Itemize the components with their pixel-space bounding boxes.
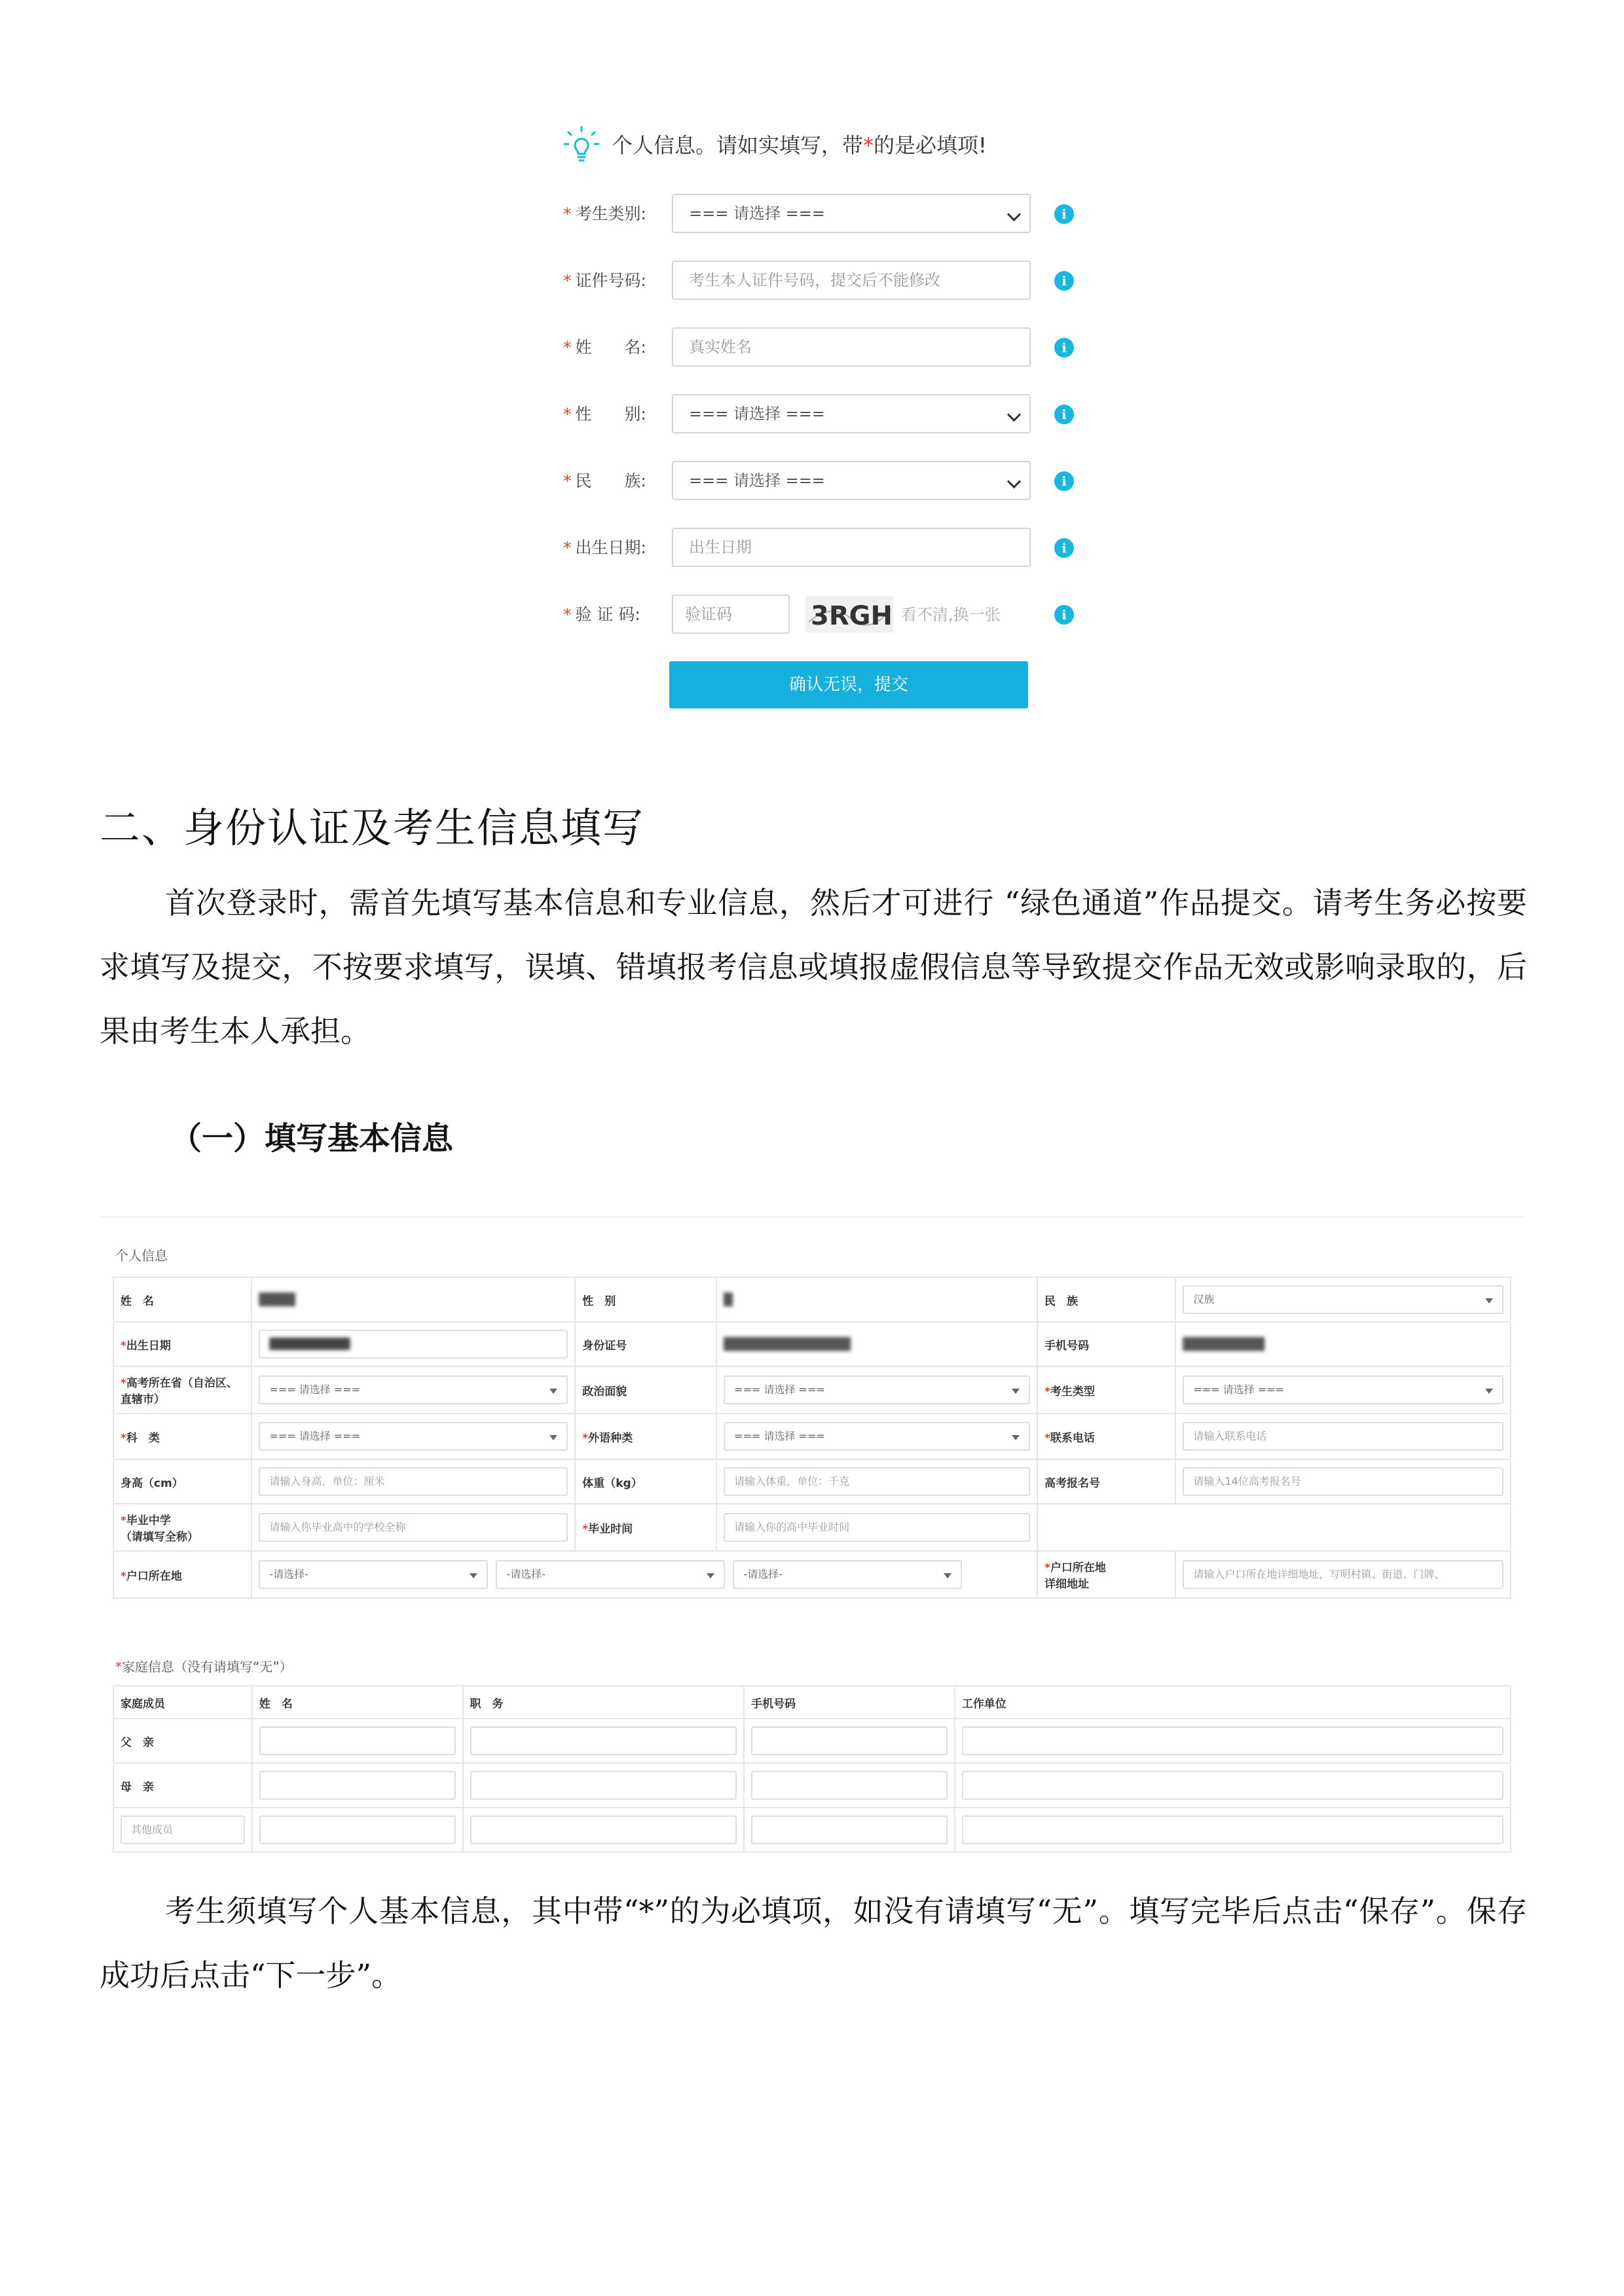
label-subject: *科 类 — [113, 1413, 251, 1459]
section-heading: 二、身份认证及考生信息填写 — [100, 804, 645, 852]
info-icon[interactable]: i — [1054, 605, 1074, 625]
caret-down-icon — [1485, 1298, 1493, 1303]
politics-select[interactable]: === 请选择 === — [724, 1376, 1030, 1404]
family-info-table — [113, 1685, 1511, 1853]
lightbulb-icon — [563, 126, 600, 162]
other-employer-input[interactable] — [962, 1815, 1504, 1844]
contact-phone-input[interactable]: 请输入联系电话 — [1183, 1422, 1504, 1451]
label-gender: 性 别 — [575, 1277, 716, 1322]
exam-number-input[interactable]: 请输入14位高考报名号 — [1183, 1467, 1504, 1496]
personal-info-panel — [100, 1216, 1524, 1853]
category-select[interactable]: === 请选择 === — [672, 194, 1031, 233]
field-label: * 验 证 码: — [563, 605, 640, 624]
captcha-image[interactable] — [805, 596, 893, 632]
caret-down-icon — [1012, 1435, 1020, 1440]
label-idcard: 身份证号 — [575, 1322, 716, 1366]
gender-select[interactable]: === 请选择 === — [672, 394, 1031, 433]
mother-position-input[interactable] — [470, 1771, 737, 1800]
caret-down-icon — [1012, 1389, 1020, 1394]
field-label: * 出生日期: — [563, 538, 646, 557]
height-input[interactable]: 请输入身高，单位：厘米 — [259, 1467, 568, 1496]
birthdate-field[interactable]: ██████████ — [259, 1330, 568, 1358]
father-name-input[interactable] — [259, 1726, 456, 1755]
family-header-member: 家庭成员 — [113, 1686, 252, 1719]
ethnicity-select[interactable]: === 请选择 === — [672, 461, 1031, 500]
captcha-refresh-link[interactable]: 看不清,换一张 — [901, 606, 1001, 624]
value-phone: █████████ — [1175, 1322, 1511, 1366]
field-label: * 民 族: — [563, 471, 646, 490]
language-select[interactable]: === 请选择 === — [724, 1422, 1030, 1451]
caret-down-icon — [707, 1573, 714, 1578]
info-icon[interactable]: i — [1054, 405, 1074, 424]
personal-info-table — [113, 1277, 1511, 1599]
mother-phone-input[interactable] — [751, 1771, 948, 1800]
value-gender: █ — [716, 1277, 1037, 1322]
mother-name-input[interactable] — [259, 1771, 456, 1800]
hukou-selects — [251, 1551, 1037, 1598]
family-member-label: 母 亲 — [113, 1763, 252, 1808]
family-row-father — [113, 1719, 1511, 1763]
caret-down-icon — [470, 1573, 477, 1578]
field-row-captcha — [550, 593, 1087, 636]
captcha-text: 3RGH — [811, 601, 893, 631]
field-row-birthdate — [550, 526, 1087, 570]
family-header-name: 姓 名 — [252, 1686, 463, 1719]
other-position-input[interactable] — [470, 1815, 737, 1844]
label-height: 身高（cm） — [113, 1459, 251, 1504]
info-icon[interactable]: i — [1054, 538, 1074, 558]
family-row-other — [113, 1808, 1511, 1852]
other-name-input[interactable] — [259, 1815, 456, 1844]
exam-province-select[interactable]: === 请选择 === — [259, 1376, 568, 1404]
info-icon[interactable]: i — [1054, 271, 1074, 291]
hukou-address-input[interactable]: 请输入户口所在地详细地址，写明村镇、街道、门牌、 — [1183, 1560, 1504, 1589]
field-label: * 证件号码: — [563, 271, 646, 290]
father-phone-input[interactable] — [751, 1726, 948, 1755]
father-employer-input[interactable] — [962, 1726, 1504, 1755]
paragraph-intro: 首次登录时，需首先填写基本信息和专业信息，然后才可进行 “绿色通道”作品提交。请考生务必按要求填写及提交，不按要求填写，误填、错填报考信息或填报虚假信息等导致提交作品无效或影响录取的，后果由考生本人承担。 — [100, 885, 1527, 1049]
submit-button[interactable]: 确认无误，提交 — [669, 661, 1028, 708]
field-row-category — [550, 192, 1087, 236]
father-position-input[interactable] — [470, 1726, 737, 1755]
field-row-id — [550, 259, 1087, 302]
subject-select[interactable]: === 请选择 === — [259, 1422, 568, 1451]
label-contact: *联系电话 — [1037, 1413, 1175, 1459]
subsection-heading: （一）填写基本信息 — [170, 1120, 454, 1157]
caret-down-icon — [549, 1435, 557, 1440]
label-ethnicity: 民 族 — [1037, 1277, 1175, 1322]
candidate-type-select[interactable]: === 请选择 === — [1183, 1376, 1504, 1404]
info-icon[interactable]: i — [1054, 338, 1074, 357]
personal-info-title: 个人信息 — [115, 1248, 168, 1264]
label-exam-province: *高考所在省（自治区、直辖市） — [113, 1366, 251, 1413]
field-row-gender — [550, 393, 1087, 436]
field-row-name — [550, 326, 1087, 369]
hukou-province-select[interactable]: -请选择- — [259, 1560, 488, 1589]
other-member-input[interactable]: 其他成员 — [120, 1815, 245, 1844]
form-tip — [563, 123, 987, 165]
caret-down-icon — [944, 1573, 951, 1578]
family-header-employer: 工作单位 — [955, 1686, 1511, 1719]
field-label: * 姓 名: — [563, 338, 646, 357]
field-label: * 性 别: — [563, 405, 646, 424]
info-icon[interactable]: i — [1054, 204, 1074, 224]
ethnicity-select[interactable]: 汉族 — [1183, 1285, 1504, 1314]
hukou-city-select[interactable]: -请选择- — [496, 1560, 725, 1589]
family-member-label: 父 亲 — [113, 1719, 252, 1763]
label-phone: 手机号码 — [1037, 1322, 1175, 1366]
empty-cell — [1037, 1504, 1511, 1551]
caret-down-icon — [1485, 1389, 1493, 1394]
caret-down-icon — [549, 1389, 557, 1394]
label-candidate-type: *考生类型 — [1037, 1366, 1175, 1413]
graduation-time-input[interactable]: 请输入你的高中毕业时间 — [724, 1513, 1030, 1542]
weight-input[interactable]: 请输入体重，单位：千克 — [724, 1467, 1030, 1496]
field-row-ethnicity — [550, 460, 1087, 503]
label-grad-time: *毕业时间 — [575, 1504, 716, 1551]
info-icon[interactable]: i — [1054, 471, 1074, 491]
label-politics: 政治面貌 — [575, 1366, 716, 1413]
family-header-phone: 手机号码 — [744, 1686, 955, 1719]
chevron-down-icon — [1007, 208, 1021, 221]
label-weight: 体重（kg） — [575, 1459, 716, 1504]
birthdate-input[interactable]: 出生日期 — [672, 528, 1031, 567]
label-birth: *出生日期 — [113, 1322, 251, 1366]
captcha-input[interactable]: 验证码 — [672, 594, 790, 634]
value-name: ████ — [251, 1277, 575, 1322]
form-tip-text: 个人信息。请如实填写，带*的是必填项! — [612, 133, 987, 158]
family-header-position: 职 务 — [463, 1686, 745, 1719]
family-info-title: *家庭信息（没有请填写“无”） — [115, 1659, 293, 1675]
chevron-down-icon — [1007, 408, 1021, 422]
label-school: *毕业中学 （请填写全称） — [113, 1504, 251, 1551]
hukou-district-select[interactable]: -请选择- — [733, 1560, 962, 1589]
value-idcard: ██████████████ — [716, 1322, 1037, 1366]
paragraph-instructions: 考生须填写个人基本信息，其中带“*”的为必填项，如没有请填写“无”。填写完毕后点击“保存”。保存成功后点击“下一步”。 — [100, 1893, 1527, 1993]
family-row-mother — [113, 1763, 1511, 1808]
label-hukou: *户口所在地 — [113, 1551, 251, 1598]
name-input[interactable]: 真实姓名 — [672, 327, 1031, 367]
field-label: * 考生类别: — [563, 204, 646, 223]
school-input[interactable]: 请输入你毕业高中的学校全称 — [259, 1513, 568, 1542]
label-hukou-address: *户口所在地 详细地址 — [1037, 1551, 1175, 1598]
id-number-input[interactable]: 考生本人证件号码，提交后不能修改 — [672, 261, 1031, 300]
label-name: 姓 名 — [113, 1277, 251, 1322]
chevron-down-icon — [1007, 475, 1021, 488]
label-language: *外语种类 — [575, 1413, 716, 1459]
mother-employer-input[interactable] — [962, 1771, 1504, 1800]
label-exam-no: 高考报名号 — [1037, 1459, 1175, 1504]
other-phone-input[interactable] — [751, 1815, 948, 1844]
